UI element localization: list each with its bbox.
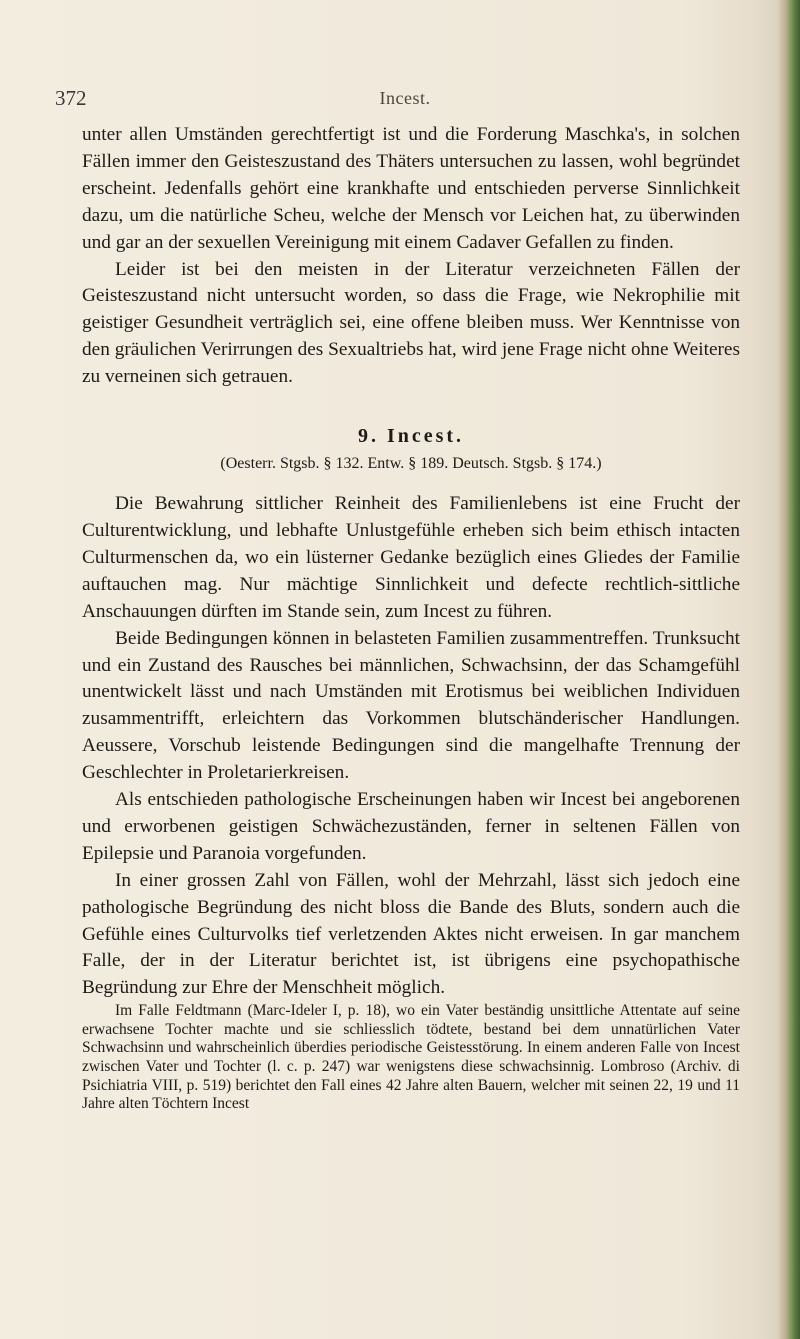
body-text [82,122,740,1114]
footnote: Im Falle Feldtmann (Marc-Ideler I, p. 18), wo ein Vater beständig unsittliche Attentate auf seine erwachsene Tochter machte und sie schliesslich tödtete, bestand bei dem unnatürlichen Vater Schwachsinn und wahrscheinlich überdies periodische Geistesstörung. In einem anderen Falle von Incest zwischen Vater und Tochter (l. c. p. 247) war wenigstens diese schwachsinnig. Lombroso (Archiv. di Psichiatria VIII, p. 519) berichtet den Fall eines 42 Jahre alten Bauern, welcher mit seinen 22, 19 und 11 Jahre alten Töchtern Incest [82,1002,740,1113]
paragraph: Als entschieden pathologische Erscheinungen haben wir Incest bei angeborenen und erworbenen geistigen Schwächezuständen, ferner in seltenen Fällen von Epilepsie und Paranoia vorgefunden. [82,789,740,864]
section-reference: (Oesterr. Stgsb. § 132. Entw. § 189. Deutsch. Stgsb. § 174.) [220,455,602,473]
paragraph: Beide Bedingungen können in belasteten Familien zusammentreffen. Trunksucht und ein Zustand des Rausches bei männlichen, Schwachsinn, der das Schamgefühl unentwickelt lässt und nach Umständen mit Erotismus bei weiblichen Individuen zusammentrifft, erleichtern das Vorkommen blutschänderischer Handlungen. Aeussere, Vorschub leistende Bedingungen sind die mangelhafte Trennung der Geschlechter in Proletarierkreisen. [82,627,740,784]
section-title: 9. Incest. [357,425,465,448]
paragraph: In einer grossen Zahl von Fällen, wohl der Mehrzahl, lässt sich jedoch eine pathologische Begründung des nicht bloss die Bande des Bluts, sondern auch die Gefühle eines Culturvolks tief verletzenden Aktes nicht erweisen. In gar manchem Falle, der in der Literatur berichtet ist, ist übrigens eine psychopathische Begründung zur Ehre der Menschheit möglich. [82,869,740,999]
paragraph: Die Bewahrung sittlicher Reinheit des Familienlebens ist eine Frucht der Culturentwicklung, und lebhafte Unlustgefühle erheben sich beim ethisch intacten Culturmenschen da, wo ein lüsterner Gedanke bezüglich eines Gliedes der Familie auftauchen mag. Nur mächtige Sinnlichkeit und defecte rechtlich-sittliche Anschauungen dürften im Stande sein, zum Incest zu führen. [82,493,740,622]
section-heading [82,423,740,477]
paragraph: Leider ist bei den meisten in der Literatur verzeichneten Fällen der Geisteszustand nicht untersucht worden, so dass die Frage, wie Nekrophilie mit geistiger Gesundheit verträglich sei, eine offene bleiben muss. Wer Kenntnisse von den gräulichen Verirrungen des Sexualtriebs hat, wird jene Frage nicht ohne Weiteres zu verneinen sich getrauen. [82,258,740,388]
paragraph: unter allen Umständen gerechtfertigt ist und die Forderung Maschka's, in solchen Fällen immer den Geisteszustand des Thäters untersuchen zu lassen, wohl begründet erscheint. Jedenfalls gehört eine krankhafte und entschieden perverse Sinnlichkeit dazu, um die natürliche Scheu, welche der Mensch vor Leichen hat, zu überwinden und gar an der sexuellen Vereinigung mit einem Cadaver Gefallen zu finden. [82,124,740,253]
page-edge-binding [778,0,800,1339]
running-head: Incest. [379,88,431,108]
page-header [55,86,755,116]
page-number: 372 [55,86,87,110]
